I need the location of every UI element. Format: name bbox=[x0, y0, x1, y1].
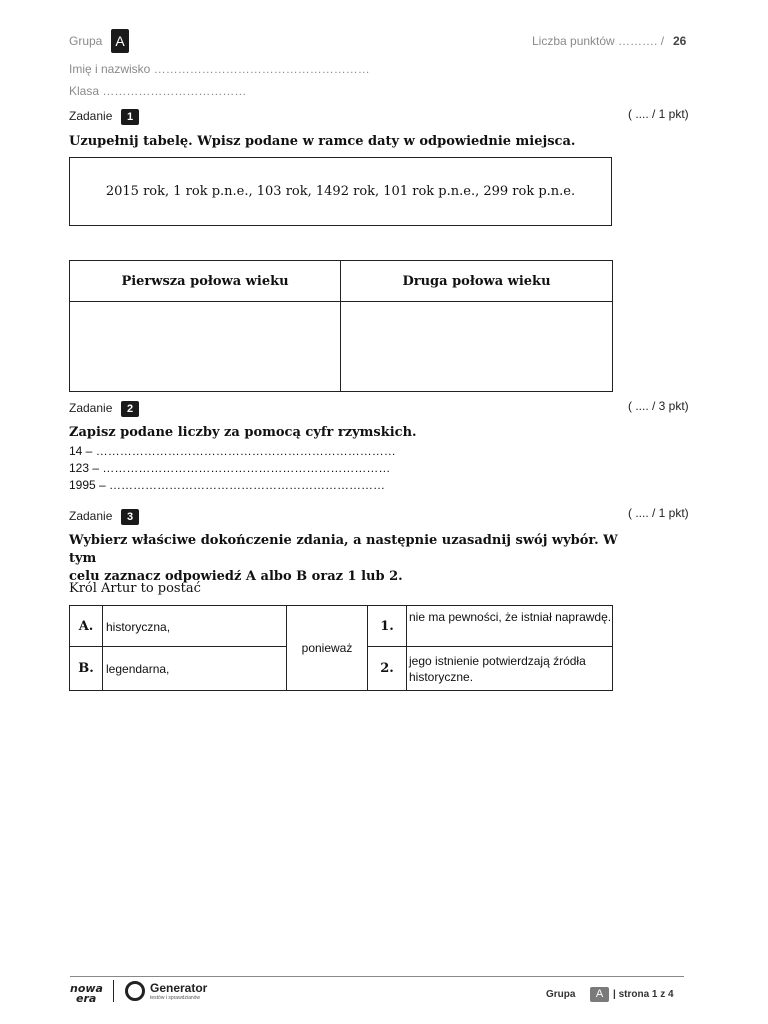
name-line: Imię i nazwisko ……………………………………………… bbox=[69, 62, 370, 76]
task1-col1-answer[interactable] bbox=[70, 302, 341, 392]
task3-instruction: Wybierz właściwe dokończenie zdania, a następnie uzasadnij swój wybór. W tym celu zaznacz odpowiedź A albo B oraz 1 lub 2. bbox=[69, 533, 618, 584]
task2-line-14[interactable]: 14 – ………………………………………………………………… bbox=[69, 444, 396, 458]
task2-points: ( .... / 3 pkt) bbox=[628, 399, 689, 413]
option-1-text[interactable]: nie ma pewności, że istniał naprawdę. bbox=[407, 606, 613, 647]
logo-separator bbox=[113, 980, 114, 1002]
option-b-text[interactable]: legendarna, bbox=[103, 647, 287, 691]
task1-dates-box bbox=[69, 157, 612, 226]
option-2-number[interactable]: 2. bbox=[368, 647, 407, 691]
footer-divider bbox=[70, 976, 684, 977]
task3-choice-table bbox=[69, 605, 613, 691]
option-1-number[interactable]: 1. bbox=[368, 606, 407, 647]
task3-stem: Król Artur to postać bbox=[69, 581, 201, 596]
task3-points: ( .... / 1 pkt) bbox=[628, 506, 689, 520]
points-total: 26 bbox=[673, 34, 687, 48]
task1-col2-answer[interactable] bbox=[341, 302, 613, 392]
group-badge: A bbox=[111, 29, 129, 53]
task2-label: Zadanie bbox=[69, 401, 113, 415]
task1-label: Zadanie bbox=[69, 109, 113, 123]
task2-line-1995[interactable]: 1995 – …………………………………………………………… bbox=[69, 478, 386, 492]
option-2-text[interactable]: jego istnienie potwierdzają źródła historyczne. bbox=[407, 647, 613, 691]
task1-table bbox=[69, 260, 613, 392]
generator-subtitle: testów i sprawdzianów bbox=[150, 995, 201, 1001]
task3-number-badge: 3 bbox=[121, 508, 139, 526]
option-b-letter[interactable]: B. bbox=[70, 647, 103, 691]
option-a-text[interactable]: historyczna, bbox=[103, 606, 287, 647]
connector-text: ponieważ bbox=[287, 606, 368, 691]
task1-col1-header: Pierwsza połowa wieku bbox=[70, 261, 341, 302]
task1-col2-header: Druga połowa wieku bbox=[341, 261, 613, 302]
generator-title: Generator bbox=[150, 981, 208, 995]
class-line: Klasa ……………………………… bbox=[69, 84, 247, 98]
task2-instruction: Zapisz podane liczby za pomocą cyfr rzymskich. bbox=[69, 425, 417, 440]
task1-dates: 2015 rok, 1 rok p.n.e., 103 rok, 1492 rok, 101 rok p.n.e., 299 rok p.n.e. bbox=[105, 184, 576, 199]
footer-group-label: Grupa bbox=[546, 989, 576, 1000]
task2-line-123[interactable]: 123 – ……………………………………………………………… bbox=[69, 461, 391, 475]
task1-number-badge: 1 bbox=[121, 108, 139, 126]
task2-answer-lines bbox=[69, 443, 396, 494]
group-label: Grupa bbox=[69, 34, 103, 48]
task3-label: Zadanie bbox=[69, 509, 113, 523]
task1-points: ( .... / 1 pkt) bbox=[628, 107, 689, 121]
generator-logo-icon bbox=[125, 981, 145, 1001]
nowa-era-logo: nowa era bbox=[70, 982, 103, 1005]
points-label: Liczba punktów ………. / bbox=[532, 34, 665, 48]
footer-group-badge: A bbox=[590, 987, 609, 1002]
task1-instruction: Uzupełnij tabelę. Wpisz podane w ramce daty w odpowiednie miejsca. bbox=[69, 134, 576, 149]
footer-page-number: | strona 1 z 4 bbox=[613, 989, 674, 1000]
option-a-letter[interactable]: A. bbox=[70, 606, 103, 647]
task2-number-badge: 2 bbox=[121, 400, 139, 418]
